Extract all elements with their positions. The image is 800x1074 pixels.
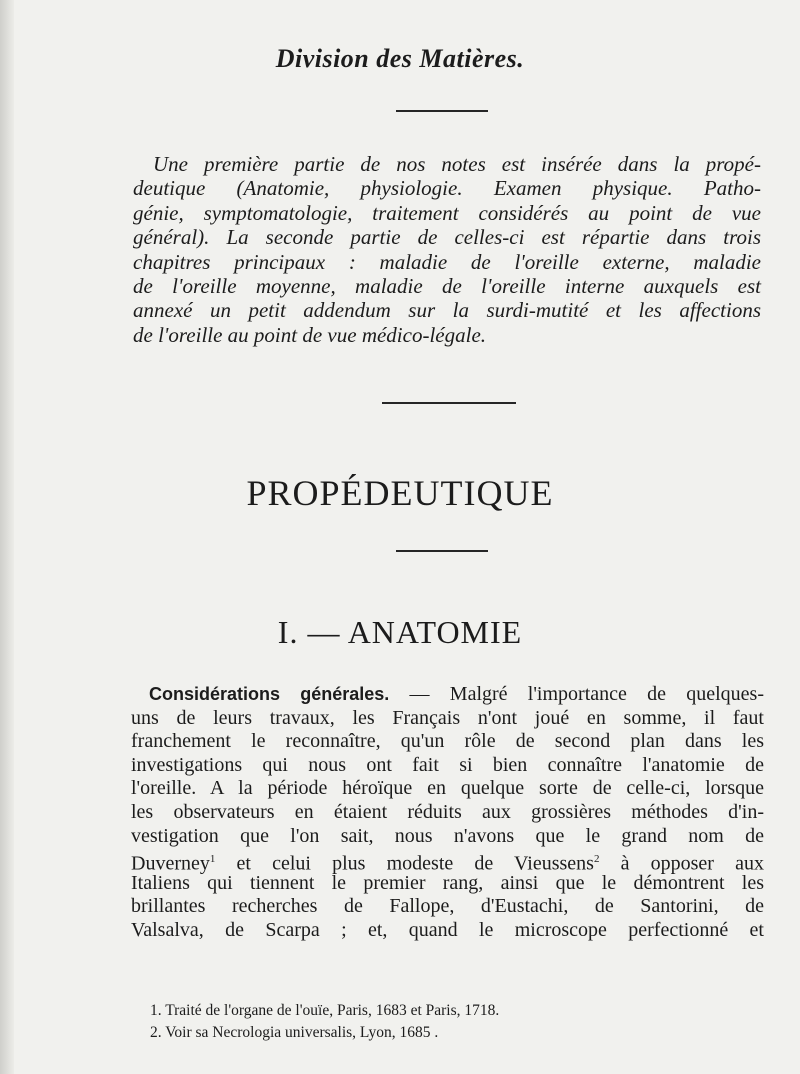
body-line-text: Duverney: [131, 852, 210, 875]
intro-line: génie, symptomatologie, traitement considérés au point de vue: [133, 200, 761, 225]
section-rule: [382, 402, 516, 404]
body-line: les observateurs en étaient réduits aux grossières méthodes d'in-: [131, 800, 764, 823]
body-line: brillantes recherches de Fallope, d'Eustachi, de Santorini, de: [131, 895, 764, 918]
body-line-text: — Malgré l'importance de quelques-: [389, 683, 764, 705]
body-line: [131, 848, 764, 875]
body-line: uns de leurs travaux, les Français n'ont joué en somme, il faut: [131, 706, 764, 729]
heading-rule: [396, 550, 488, 552]
footnote: 2. Voir sa Necrologia universalis, Lyon, 1685 .: [150, 1024, 439, 1041]
body-line-text: à opposer aux: [599, 852, 764, 875]
intro-line: de l'oreille moyenne, maladie de l'oreille interne auxquels est: [133, 273, 761, 298]
intro-line: de l'oreille au point de vue médico-légale.: [133, 322, 487, 347]
section-heading: I. — ANATOMIE: [277, 614, 523, 650]
footnote-ref: 1: [209, 853, 216, 866]
lead-heading: Considérations générales.: [149, 684, 390, 704]
intro-line: général). La seconde partie de celles-ci est répartie dans trois: [133, 225, 761, 250]
body-line: investigations qui nous ont fait si bien connaître l'anatomie de: [131, 753, 764, 776]
body-line: franchement le reconnaître, qu'un rôle de second plan dans les: [131, 730, 764, 753]
footnote-ref: 2: [593, 853, 600, 866]
body-line: Valsalva, de Scarpa ; et, quand le microscope perfectionné et: [131, 918, 764, 941]
intro-line: Une première partie de nos notes est insérée dans la propé-: [153, 152, 761, 176]
title-rule: [396, 110, 488, 112]
footnote: 1. Traité de l'organe de l'ouïe, Paris, 1683 et Paris, 1718.: [150, 1002, 500, 1019]
body-line: Italiens qui tiennent le premier rang, ainsi que le démontrent les: [131, 871, 764, 894]
body-line: vestigation que l'on sait, nous n'avons que le grand nom de: [131, 824, 764, 847]
intro-paragraph: [133, 152, 761, 347]
body-line: l'oreille. A la période héroïque en quelque sorte de celle-ci, lorsque: [131, 777, 764, 800]
body-text: [131, 683, 764, 943]
intro-line: annexé un petit addendum sur la surdi-mutité et les affections: [133, 298, 761, 323]
page-gutter-shadow: [0, 0, 14, 1074]
main-heading: PROPÉDEUTIQUE: [246, 473, 554, 513]
intro-line: deutique (Anatomie, physiologie. Examen physique. Patho-: [133, 176, 761, 201]
body-line: [131, 683, 764, 707]
body-line-text: et celui plus modeste de Vieussens: [215, 852, 594, 875]
footnotes: [150, 1000, 770, 1044]
page-title: Division des Matières.: [275, 44, 525, 73]
intro-line: chapitres principaux : maladie de l'oreille externe, maladie: [133, 249, 761, 274]
